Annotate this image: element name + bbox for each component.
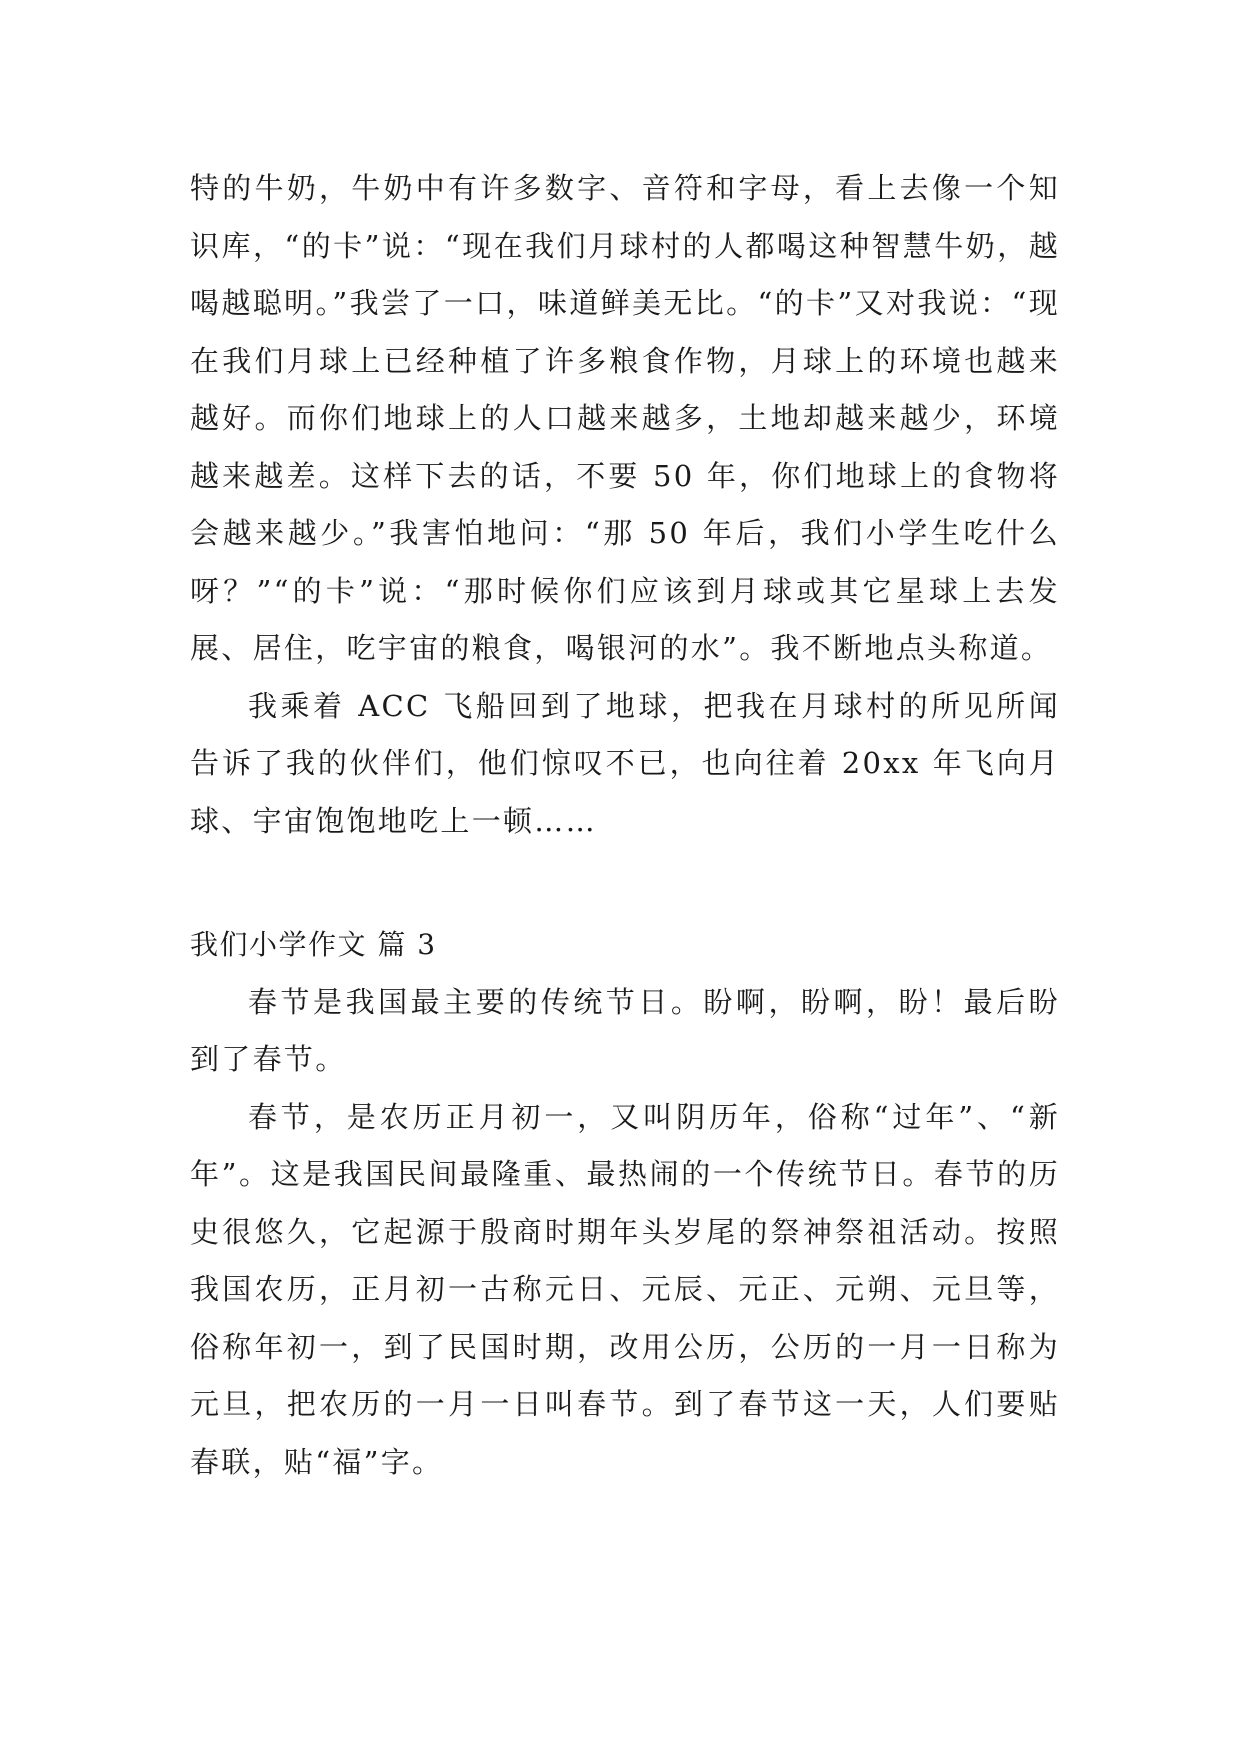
section-heading: 我们小学作文 篇 3 [190,928,437,961]
section-spacer [190,850,1060,916]
paragraph-spring-festival-intro: 春节是我国最主要的传统节日。盼啊，盼啊，盼！最后盼到了春节。 [190,984,1060,1076]
document-body [190,160,1060,1491]
paragraph-continued: 特的牛奶，牛奶中有许多数字、音符和字母，看上去像一个知识库，“的卡”说：“现在我们月球村的人都喝这种智慧牛奶，越喝越聪明。”我尝了一口，味道鲜美无比。“的卡”又对我说：“现在我们月球上已经种植了许多粮食作物，月球上的环境也越来越好。而你们地球上的人口越来越多，土地却越来越少，环境越来越差。这样下去的话，不要 50 年，你们地球上的食物将会越来越少。”我害怕地问：“那 50 年后，我们小学生吃什么呀？”“的卡”说：“那时候你们应该到月球或其它星球上去发展、居住，吃宇宙的粮食，喝银河的水”。我不断地点头称道。 [190,171,1060,665]
paragraph-spring-festival-history: 春节，是农历正月初一，又叫阴历年，俗称“过年”、“新年”。这是我国民间最隆重、最热闹的一个传统节日。春节的历史很悠久，它起源于殷商时期年头岁尾的祭神祭祖活动。按照我国农历，正月初一古称元日、元辰、元正、元朔、元旦等，俗称年初一，到了民国时期，改用公历，公历的一月一日称为元旦，把农历的一月一日叫春节。到了春节这一天，人们要贴春联，贴“福”字。 [190,1099,1060,1479]
paragraph-return-to-earth: 我乘着 ACC 飞船回到了地球，把我在月球村的所见所闻告诉了我的伙伴们，他们惊叹不已，也向往着 20xx 年飞向月球、宇宙饱饱地吃上一顿…… [190,688,1060,838]
